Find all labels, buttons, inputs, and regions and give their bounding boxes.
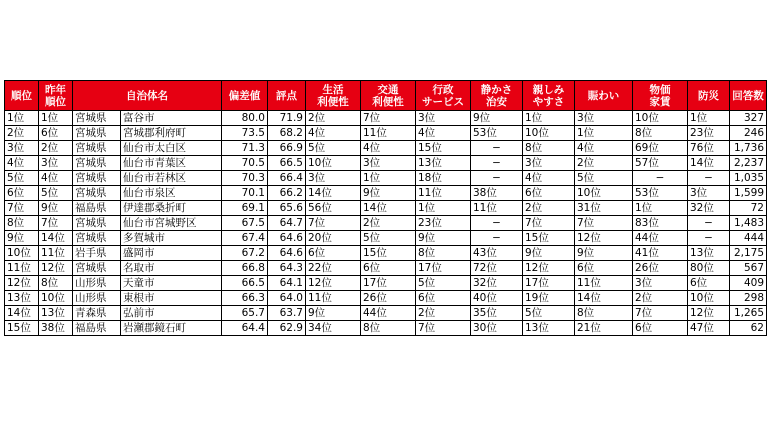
cell-last-year-rank: 14位 xyxy=(39,231,73,246)
cell-response-count: 1,599 xyxy=(730,186,767,201)
cell-score: 66.9 xyxy=(268,141,306,156)
cell-liveliness: 14位 xyxy=(575,291,633,306)
cell-score: 65.6 xyxy=(268,201,306,216)
cell-municipality: 宮城郡利府町 xyxy=(121,126,222,141)
cell-disaster-prevention: 13位 xyxy=(688,246,730,261)
cell-liveliness: 3位 xyxy=(575,111,633,126)
cell-quiet-safety: − xyxy=(471,231,523,246)
cell-friendliness: 1位 xyxy=(523,111,575,126)
cell-score: 66.4 xyxy=(268,171,306,186)
cell-municipality: 多賀城市 xyxy=(121,231,222,246)
cell-score: 64.1 xyxy=(268,276,306,291)
table-row xyxy=(5,171,767,186)
table-row xyxy=(5,126,767,141)
cell-score: 71.9 xyxy=(268,111,306,126)
cell-prices-rent: − xyxy=(633,171,688,186)
cell-prices-rent: 69位 xyxy=(633,141,688,156)
cell-living-convenience: 20位 xyxy=(306,231,361,246)
cell-friendliness: 12位 xyxy=(523,261,575,276)
cell-prefecture: 福島県 xyxy=(73,201,121,216)
cell-municipality: 仙台市青葉区 xyxy=(121,156,222,171)
cell-rank: 9位 xyxy=(5,231,39,246)
cell-transport-convenience: 17位 xyxy=(361,276,416,291)
cell-rank: 1位 xyxy=(5,111,39,126)
cell-municipality: 仙台市太白区 xyxy=(121,141,222,156)
cell-response-count: 2,237 xyxy=(730,156,767,171)
cell-friendliness: 5位 xyxy=(523,306,575,321)
cell-prefecture: 宮城県 xyxy=(73,111,121,126)
cell-friendliness: 7位 xyxy=(523,216,575,231)
cell-response-count: 298 xyxy=(730,291,767,306)
cell-admin-service: 4位 xyxy=(416,126,471,141)
cell-response-count: 2,175 xyxy=(730,246,767,261)
cell-quiet-safety: 11位 xyxy=(471,201,523,216)
cell-prices-rent: 3位 xyxy=(633,276,688,291)
cell-transport-convenience: 15位 xyxy=(361,246,416,261)
cell-quiet-safety: 38位 xyxy=(471,186,523,201)
cell-disaster-prevention: − xyxy=(688,171,730,186)
cell-last-year-rank: 6位 xyxy=(39,126,73,141)
cell-response-count: 62 xyxy=(730,321,767,336)
cell-disaster-prevention: − xyxy=(688,216,730,231)
cell-quiet-safety: − xyxy=(471,141,523,156)
cell-response-count: 567 xyxy=(730,261,767,276)
cell-quiet-safety: 53位 xyxy=(471,126,523,141)
cell-prefecture: 宮城県 xyxy=(73,261,121,276)
cell-prices-rent: 2位 xyxy=(633,291,688,306)
cell-deviation: 67.4 xyxy=(222,231,268,246)
cell-last-year-rank: 5位 xyxy=(39,186,73,201)
cell-last-year-rank: 13位 xyxy=(39,306,73,321)
cell-prices-rent: 57位 xyxy=(633,156,688,171)
cell-prefecture: 宮城県 xyxy=(73,186,121,201)
cell-transport-convenience: 11位 xyxy=(361,126,416,141)
cell-score: 66.5 xyxy=(268,156,306,171)
cell-liveliness: 7位 xyxy=(575,216,633,231)
cell-prices-rent: 8位 xyxy=(633,126,688,141)
cell-municipality: 名取市 xyxy=(121,261,222,276)
cell-municipality: 東根市 xyxy=(121,291,222,306)
cell-score: 64.7 xyxy=(268,216,306,231)
cell-transport-convenience: 3位 xyxy=(361,156,416,171)
cell-last-year-rank: 8位 xyxy=(39,276,73,291)
cell-admin-service: 3位 xyxy=(416,111,471,126)
cell-deviation: 66.3 xyxy=(222,291,268,306)
cell-response-count: 72 xyxy=(730,201,767,216)
cell-prefecture: 宮城県 xyxy=(73,216,121,231)
cell-liveliness: 21位 xyxy=(575,321,633,336)
cell-disaster-prevention: 1位 xyxy=(688,111,730,126)
table-row xyxy=(5,276,767,291)
cell-municipality: 天童市 xyxy=(121,276,222,291)
cell-prefecture: 青森県 xyxy=(73,306,121,321)
header-prices-rent: 物価 家賃 xyxy=(633,81,688,111)
cell-living-convenience: 10位 xyxy=(306,156,361,171)
table-row xyxy=(5,156,767,171)
cell-last-year-rank: 3位 xyxy=(39,156,73,171)
cell-prefecture: 宮城県 xyxy=(73,231,121,246)
cell-friendliness: 4位 xyxy=(523,171,575,186)
cell-friendliness: 19位 xyxy=(523,291,575,306)
cell-response-count: 327 xyxy=(730,111,767,126)
cell-disaster-prevention: 32位 xyxy=(688,201,730,216)
cell-transport-convenience: 6位 xyxy=(361,261,416,276)
cell-disaster-prevention: 76位 xyxy=(688,141,730,156)
cell-rank: 7位 xyxy=(5,201,39,216)
cell-rank: 15位 xyxy=(5,321,39,336)
cell-prefecture: 宮城県 xyxy=(73,141,121,156)
cell-liveliness: 12位 xyxy=(575,231,633,246)
cell-rank: 13位 xyxy=(5,291,39,306)
table-header xyxy=(5,81,767,111)
cell-living-convenience: 11位 xyxy=(306,291,361,306)
cell-transport-convenience: 8位 xyxy=(361,321,416,336)
cell-last-year-rank: 38位 xyxy=(39,321,73,336)
cell-rank: 3位 xyxy=(5,141,39,156)
cell-rank: 2位 xyxy=(5,126,39,141)
cell-living-convenience: 4位 xyxy=(306,126,361,141)
table-row xyxy=(5,216,767,231)
cell-living-convenience: 56位 xyxy=(306,201,361,216)
cell-living-convenience: 2位 xyxy=(306,111,361,126)
table-row xyxy=(5,141,767,156)
cell-admin-service: 23位 xyxy=(416,216,471,231)
cell-prefecture: 岩手県 xyxy=(73,246,121,261)
cell-deviation: 71.3 xyxy=(222,141,268,156)
table-body xyxy=(5,111,767,336)
cell-prices-rent: 26位 xyxy=(633,261,688,276)
cell-admin-service: 15位 xyxy=(416,141,471,156)
ranking-table xyxy=(4,80,767,336)
cell-transport-convenience: 5位 xyxy=(361,231,416,246)
cell-municipality: 仙台市宮城野区 xyxy=(121,216,222,231)
cell-response-count: 246 xyxy=(730,126,767,141)
cell-living-convenience: 34位 xyxy=(306,321,361,336)
cell-last-year-rank: 11位 xyxy=(39,246,73,261)
cell-friendliness: 2位 xyxy=(523,201,575,216)
cell-deviation: 67.5 xyxy=(222,216,268,231)
cell-living-convenience: 6位 xyxy=(306,246,361,261)
header-admin-service: 行政 サービス xyxy=(416,81,471,111)
cell-deviation: 65.7 xyxy=(222,306,268,321)
cell-deviation: 67.2 xyxy=(222,246,268,261)
cell-transport-convenience: 7位 xyxy=(361,111,416,126)
cell-quiet-safety: 35位 xyxy=(471,306,523,321)
header-municipality: 自治体名 xyxy=(73,81,222,111)
cell-living-convenience: 5位 xyxy=(306,141,361,156)
cell-last-year-rank: 7位 xyxy=(39,216,73,231)
cell-quiet-safety: − xyxy=(471,171,523,186)
cell-disaster-prevention: 47位 xyxy=(688,321,730,336)
cell-transport-convenience: 9位 xyxy=(361,186,416,201)
cell-quiet-safety: 9位 xyxy=(471,111,523,126)
cell-score: 64.3 xyxy=(268,261,306,276)
cell-admin-service: 9位 xyxy=(416,231,471,246)
cell-deviation: 80.0 xyxy=(222,111,268,126)
cell-quiet-safety: 40位 xyxy=(471,291,523,306)
cell-friendliness: 8位 xyxy=(523,141,575,156)
cell-score: 63.7 xyxy=(268,306,306,321)
cell-score: 64.6 xyxy=(268,231,306,246)
cell-municipality: 仙台市若林区 xyxy=(121,171,222,186)
cell-living-convenience: 12位 xyxy=(306,276,361,291)
cell-prices-rent: 1位 xyxy=(633,201,688,216)
cell-rank: 10位 xyxy=(5,246,39,261)
cell-friendliness: 3位 xyxy=(523,156,575,171)
cell-living-convenience: 14位 xyxy=(306,186,361,201)
cell-score: 68.2 xyxy=(268,126,306,141)
cell-liveliness: 8位 xyxy=(575,306,633,321)
cell-admin-service: 2位 xyxy=(416,306,471,321)
cell-deviation: 66.8 xyxy=(222,261,268,276)
cell-deviation: 73.5 xyxy=(222,126,268,141)
cell-admin-service: 5位 xyxy=(416,276,471,291)
cell-prefecture: 山形県 xyxy=(73,276,121,291)
cell-municipality: 富谷市 xyxy=(121,111,222,126)
cell-disaster-prevention: 10位 xyxy=(688,291,730,306)
cell-admin-service: 11位 xyxy=(416,186,471,201)
cell-rank: 6位 xyxy=(5,186,39,201)
cell-quiet-safety: − xyxy=(471,156,523,171)
header-quiet-safety: 静かさ 治安 xyxy=(471,81,523,111)
cell-disaster-prevention: 12位 xyxy=(688,306,730,321)
cell-transport-convenience: 1位 xyxy=(361,171,416,186)
cell-response-count: 1,736 xyxy=(730,141,767,156)
cell-deviation: 66.5 xyxy=(222,276,268,291)
cell-rank: 14位 xyxy=(5,306,39,321)
cell-prefecture: 福島県 xyxy=(73,321,121,336)
cell-rank: 5位 xyxy=(5,171,39,186)
cell-transport-convenience: 44位 xyxy=(361,306,416,321)
cell-municipality: 弘前市 xyxy=(121,306,222,321)
cell-deviation: 69.1 xyxy=(222,201,268,216)
cell-disaster-prevention: 80位 xyxy=(688,261,730,276)
cell-last-year-rank: 9位 xyxy=(39,201,73,216)
cell-living-convenience: 3位 xyxy=(306,171,361,186)
cell-disaster-prevention: 14位 xyxy=(688,156,730,171)
cell-living-convenience: 7位 xyxy=(306,216,361,231)
cell-municipality: 伊達郡桑折町 xyxy=(121,201,222,216)
cell-deviation: 64.4 xyxy=(222,321,268,336)
cell-transport-convenience: 2位 xyxy=(361,216,416,231)
cell-friendliness: 6位 xyxy=(523,186,575,201)
cell-prefecture: 宮城県 xyxy=(73,171,121,186)
cell-admin-service: 13位 xyxy=(416,156,471,171)
cell-rank: 12位 xyxy=(5,276,39,291)
cell-response-count: 1,483 xyxy=(730,216,767,231)
cell-response-count: 1,035 xyxy=(730,171,767,186)
cell-disaster-prevention: 3位 xyxy=(688,186,730,201)
cell-living-convenience: 22位 xyxy=(306,261,361,276)
cell-admin-service: 18位 xyxy=(416,171,471,186)
cell-rank: 11位 xyxy=(5,261,39,276)
cell-deviation: 70.5 xyxy=(222,156,268,171)
header-transport-convenience: 交通 利便性 xyxy=(361,81,416,111)
cell-response-count: 444 xyxy=(730,231,767,246)
cell-score: 64.0 xyxy=(268,291,306,306)
cell-liveliness: 1位 xyxy=(575,126,633,141)
cell-municipality: 盛岡市 xyxy=(121,246,222,261)
cell-response-count: 409 xyxy=(730,276,767,291)
cell-last-year-rank: 12位 xyxy=(39,261,73,276)
table-row xyxy=(5,306,767,321)
cell-last-year-rank: 10位 xyxy=(39,291,73,306)
cell-quiet-safety: 43位 xyxy=(471,246,523,261)
table-row xyxy=(5,201,767,216)
table-row xyxy=(5,246,767,261)
cell-disaster-prevention: 23位 xyxy=(688,126,730,141)
cell-admin-service: 17位 xyxy=(416,261,471,276)
header-response-count: 回答数 xyxy=(730,81,767,111)
table-row xyxy=(5,321,767,336)
cell-friendliness: 17位 xyxy=(523,276,575,291)
cell-prices-rent: 83位 xyxy=(633,216,688,231)
table-row xyxy=(5,186,767,201)
cell-rank: 8位 xyxy=(5,216,39,231)
cell-friendliness: 9位 xyxy=(523,246,575,261)
cell-liveliness: 5位 xyxy=(575,171,633,186)
cell-admin-service: 6位 xyxy=(416,291,471,306)
cell-transport-convenience: 26位 xyxy=(361,291,416,306)
cell-friendliness: 13位 xyxy=(523,321,575,336)
cell-score: 62.9 xyxy=(268,321,306,336)
cell-disaster-prevention: 6位 xyxy=(688,276,730,291)
table-row xyxy=(5,261,767,276)
header-last-year-rank: 昨年 順位 xyxy=(39,81,73,111)
header-rank: 順位 xyxy=(5,81,39,111)
header-living-convenience: 生活 利便性 xyxy=(306,81,361,111)
cell-prices-rent: 44位 xyxy=(633,231,688,246)
header-row xyxy=(5,81,767,111)
header-disaster-prevention: 防災 xyxy=(688,81,730,111)
cell-score: 64.6 xyxy=(268,246,306,261)
cell-response-count: 1,265 xyxy=(730,306,767,321)
cell-deviation: 70.3 xyxy=(222,171,268,186)
header-friendliness: 親しみ やすさ xyxy=(523,81,575,111)
cell-municipality: 岩瀬郡鏡石町 xyxy=(121,321,222,336)
cell-quiet-safety: 72位 xyxy=(471,261,523,276)
cell-score: 66.2 xyxy=(268,186,306,201)
cell-last-year-rank: 1位 xyxy=(39,111,73,126)
cell-municipality: 仙台市泉区 xyxy=(121,186,222,201)
cell-prefecture: 宮城県 xyxy=(73,126,121,141)
cell-liveliness: 9位 xyxy=(575,246,633,261)
table-row xyxy=(5,231,767,246)
header-liveliness: 賑わい xyxy=(575,81,633,111)
cell-admin-service: 8位 xyxy=(416,246,471,261)
cell-last-year-rank: 2位 xyxy=(39,141,73,156)
cell-transport-convenience: 4位 xyxy=(361,141,416,156)
cell-admin-service: 7位 xyxy=(416,321,471,336)
cell-friendliness: 10位 xyxy=(523,126,575,141)
cell-living-convenience: 9位 xyxy=(306,306,361,321)
cell-prices-rent: 7位 xyxy=(633,306,688,321)
cell-quiet-safety: 30位 xyxy=(471,321,523,336)
cell-prices-rent: 6位 xyxy=(633,321,688,336)
cell-admin-service: 1位 xyxy=(416,201,471,216)
cell-quiet-safety: 32位 xyxy=(471,276,523,291)
cell-disaster-prevention: − xyxy=(688,231,730,246)
cell-rank: 4位 xyxy=(5,156,39,171)
cell-liveliness: 6位 xyxy=(575,261,633,276)
cell-liveliness: 11位 xyxy=(575,276,633,291)
cell-transport-convenience: 14位 xyxy=(361,201,416,216)
cell-quiet-safety: − xyxy=(471,216,523,231)
cell-liveliness: 31位 xyxy=(575,201,633,216)
cell-prices-rent: 53位 xyxy=(633,186,688,201)
table-row xyxy=(5,111,767,126)
cell-prefecture: 山形県 xyxy=(73,291,121,306)
cell-last-year-rank: 4位 xyxy=(39,171,73,186)
cell-friendliness: 15位 xyxy=(523,231,575,246)
cell-liveliness: 10位 xyxy=(575,186,633,201)
cell-prefecture: 宮城県 xyxy=(73,156,121,171)
table-row xyxy=(5,291,767,306)
header-score: 評点 xyxy=(268,81,306,111)
cell-liveliness: 4位 xyxy=(575,141,633,156)
cell-liveliness: 2位 xyxy=(575,156,633,171)
cell-prices-rent: 10位 xyxy=(633,111,688,126)
cell-prices-rent: 41位 xyxy=(633,246,688,261)
header-deviation: 偏差値 xyxy=(222,81,268,111)
cell-deviation: 70.1 xyxy=(222,186,268,201)
